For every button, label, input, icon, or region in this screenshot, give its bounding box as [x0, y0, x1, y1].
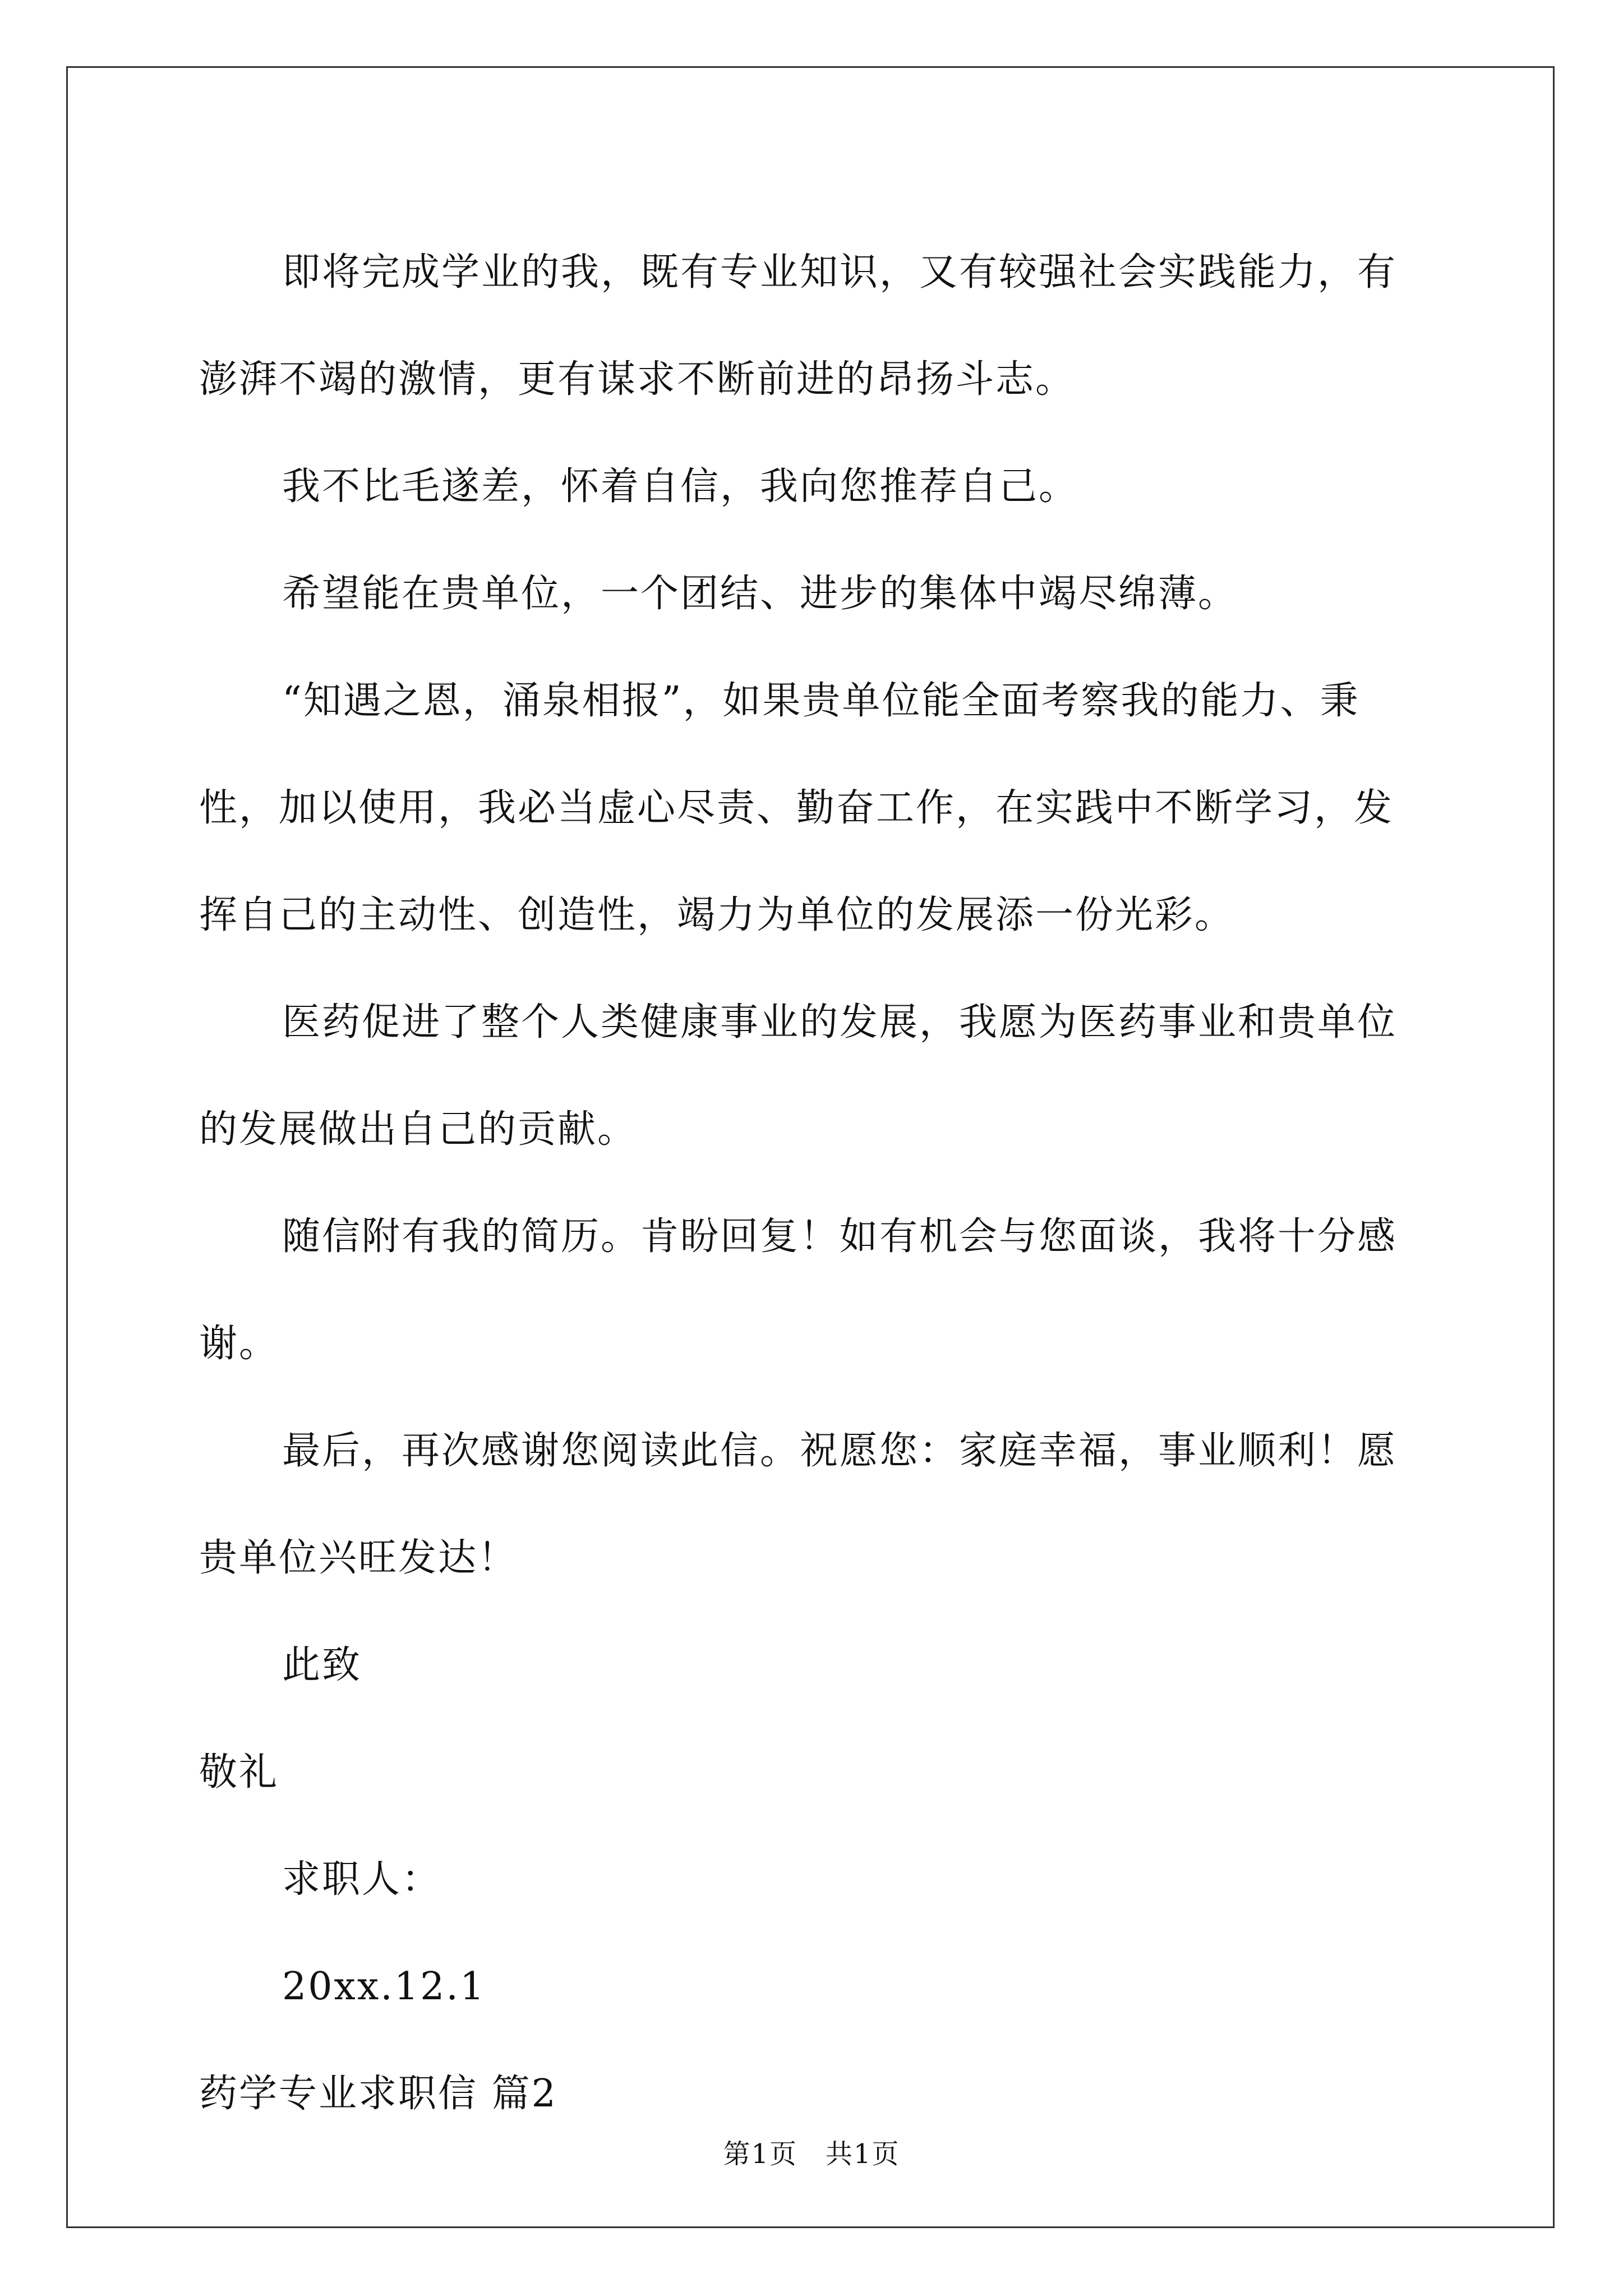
- closing-respect: 敬礼: [199, 1750, 279, 1795]
- paragraph-6: 随信附有我的简历。肯盼回复！如有机会与您面谈，我将十分感谢。: [199, 1214, 1398, 1366]
- paragraph-2: 我不比毛遂差，怀着自信，我向您推荐自己。: [282, 464, 1079, 509]
- next-section-title: 药学专业求职信 篇2: [199, 2072, 557, 2116]
- page-footer: 第1页 共1页: [723, 2138, 900, 2170]
- paragraph-4: “知遇之恩，涌泉相报”，如果贵单位能全面考察我的能力、秉性，加以使用，我必当虚心尽责、勤奋工作，在实践中不断学习，发挥自己的主动性、创造性，竭力为单位的发展添一份光彩。: [199, 679, 1394, 937]
- paragraph-5: 医药促进了整个人类健康事业的发展，我愿为医药事业和贵单位的发展做出自己的贡献。: [199, 1000, 1398, 1152]
- paragraph-3: 希望能在贵单位，一个团结、进步的集体中竭尽绵薄。: [282, 572, 1238, 616]
- paragraph-1: 即将完成学业的我，既有专业知识，又有较强社会实践能力，有澎湃不竭的激情，更有谋求不断前进的昂扬斗志。: [199, 250, 1398, 402]
- paragraph-7: 最后，再次感谢您阅读此信。祝愿您：家庭幸福，事业顺利！愿贵单位兴旺发达！: [199, 1429, 1398, 1580]
- signature-label: 求职人：: [282, 1857, 442, 1902]
- letter-body: [199, 219, 1433, 2147]
- letter-date: 20xx.12.1: [282, 1964, 486, 2009]
- closing-salutation: 此致: [282, 1643, 362, 1687]
